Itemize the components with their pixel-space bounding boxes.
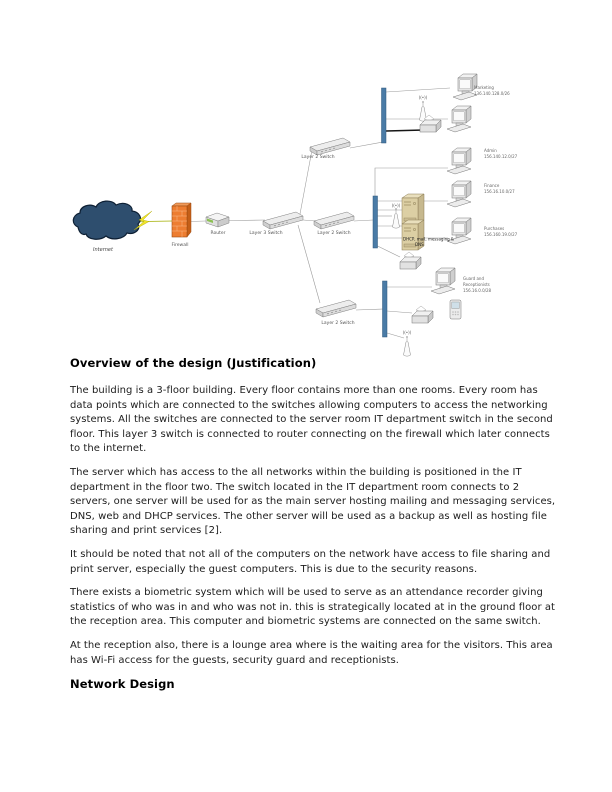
firewall-label: Firewall — [171, 243, 189, 248]
link-l2mid-panel — [354, 220, 373, 221]
firewall-icon — [172, 203, 191, 237]
marketing-name-label: Marketing — [474, 85, 494, 90]
link-panel-marketing — [386, 88, 450, 92]
guard-pc-icon — [431, 268, 455, 294]
link-panel-admin — [375, 168, 448, 196]
wifi-waves-mid: ((•)) — [391, 203, 401, 208]
network-design-heading: Network Design — [70, 677, 175, 692]
purchases-name-label: Purchases — [484, 226, 505, 231]
paragraph-security: It should be noted that not all of the computers on the network have access to file sharing and print server, especially the guest computers. This is due to the security reasons. — [70, 548, 551, 575]
wifi-ap-bottom-icon — [404, 336, 411, 356]
network-diagram — [0, 0, 612, 358]
overview-heading: Overview of the design (Justification) — [70, 356, 317, 370]
link-router-l3switch — [229, 220, 265, 221]
body-text — [70, 356, 557, 691]
layer3-switch-label: Layer 3 Switch — [249, 231, 283, 236]
paragraph-reception: At the reception also, there is a lounge area where is the waiting area for the visitors. This area has Wi-Fi access for the guests, security guard and receptionists. — [70, 639, 553, 666]
finance-pc-icon — [447, 181, 471, 207]
marketing-subnet-label: 136.140.128.0/26 — [474, 91, 510, 96]
paragraph-servers: The server which has access to the all networks within the building is positioned in the IT department in the floor two. The switch located in the IT department room connects to 2 servers, one server will be used for as the main server hosting mailing and messaging services, DNS, web and DHCP services. The other server will be used as a backup as well as hosting file sharing and print services [2]. — [70, 466, 556, 537]
patch-panel-mid — [373, 196, 378, 248]
biometric-pda-icon — [450, 300, 461, 319]
layer2-switch-mid-label: Layer 2 Switch — [317, 231, 351, 236]
layer2-switch-top-icon — [310, 138, 350, 155]
finance-name-label: Finance — [484, 183, 500, 188]
link-panel-printer-bottom — [387, 311, 412, 313]
server1-icon — [402, 194, 424, 224]
wifi-waves-bottom: ((•)) — [402, 330, 412, 335]
printer-bottom-icon — [412, 306, 433, 323]
layer2-switch-mid-icon — [314, 212, 354, 229]
purchases-subnet-label: 156.160.19.0/27 — [484, 232, 518, 237]
server-services-label-line1: DHCP, mail, messaging & — [403, 236, 455, 242]
router-label: Router — [210, 231, 226, 236]
guard-name-label-line1: Guard and — [463, 276, 484, 281]
server-services-label-line2: DNS — [415, 242, 424, 247]
layer2-switch-top-label: Layer 2 Switch — [301, 155, 335, 160]
wifi-waves-top: ((•)) — [418, 95, 428, 100]
finance-subnet-label: 156.16.10.0/27 — [484, 189, 515, 194]
guard-subnet-label: 156.16.0.0/28 — [463, 288, 492, 293]
wifi-ap-mid-icon — [393, 208, 400, 228]
paragraph-biometric: There exists a biometric system which will be used to serve as an attendance recorder giving statistics of who was in and who was not in. this is strategically located at in the ground floor at the reception area. This computer and biometric systems are connected on the same switch. — [70, 587, 556, 628]
pc2-top-icon — [447, 106, 471, 132]
link-l2bottom-panel — [356, 309, 383, 310]
link-panel-printer-mid — [378, 246, 401, 257]
layer2-switch-bottom-label: Layer 2 Switch — [321, 321, 355, 326]
admin-pc-icon — [447, 148, 471, 174]
paragraph-building: The building is a 3-floor building. Every floor contains more than one rooms. Every room has data points which are connected to the switches allowing computers to access the networking systems. All the switches are connected to the server room IT department switch in the second floor. This layer 3 switch is connected to router connecting on the firewall which later connects to the internet. — [70, 385, 553, 455]
link-l3-l2bottom — [298, 225, 320, 303]
internet-label: Internet — [93, 247, 113, 253]
router-icon — [206, 213, 229, 227]
guard-name-label-line2: Receptionists — [463, 282, 490, 287]
patch-panel-top — [382, 88, 387, 143]
admin-name-label: Admin — [484, 148, 497, 153]
layer2-switch-bottom-icon — [316, 300, 356, 317]
admin-subnet-label: 156.140.12.0/27 — [484, 154, 518, 159]
printer-mid-icon — [400, 252, 421, 269]
patch-panel-bottom — [383, 281, 388, 337]
link-l2top-panel — [350, 142, 383, 148]
internet-cloud-icon — [73, 201, 140, 239]
printer-uplink-line — [386, 130, 424, 131]
link-panel-ap-bottom — [387, 333, 404, 338]
layer3-switch-icon — [263, 212, 303, 229]
